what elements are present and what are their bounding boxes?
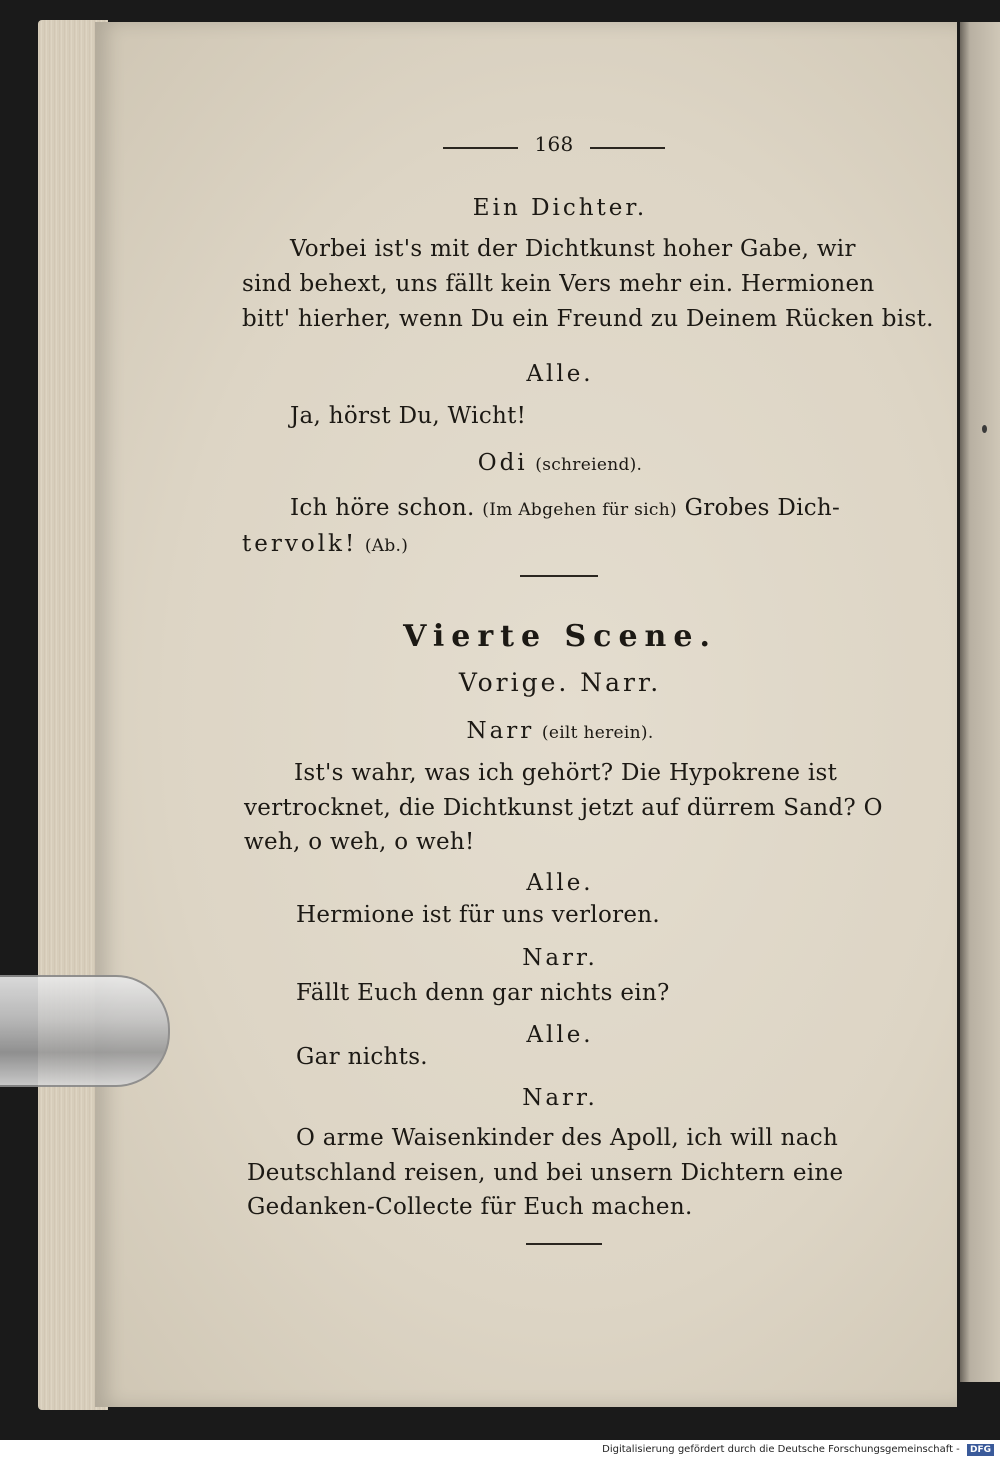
speaker-label: Alle. xyxy=(526,1022,594,1048)
digitization-footer xyxy=(0,1440,1000,1460)
scene-cast: Vorige. Narr. xyxy=(458,668,662,697)
text-line: bitt' hierher, wenn Du ein Freund zu Deinem Rücken bist. xyxy=(242,306,934,332)
page-number: 168 xyxy=(534,132,574,156)
text-span: Grobes Dich- xyxy=(684,495,841,521)
speaker-label: Alle. xyxy=(526,870,594,896)
section-divider xyxy=(520,575,598,577)
stage-direction: (eilt herein). xyxy=(541,723,654,743)
text-line: O arme Waisenkinder des Apoll, ich will nach xyxy=(296,1125,839,1151)
text-line: Hermione ist für uns verloren. xyxy=(296,902,661,928)
footer-credit: Digitalisierung gefördert durch die Deutsche Forschungsgemeinschaft - xyxy=(602,1444,960,1455)
stage-direction: (schreiend). xyxy=(535,455,643,475)
text-line: sind behext, uns fällt kein Vers mehr ein. Hermionen xyxy=(242,271,875,297)
stage-direction: (Im Abgehen für sich) xyxy=(482,500,677,520)
header-rule-right xyxy=(590,147,665,149)
text-span: Ich höre schon. xyxy=(290,495,475,521)
section-divider xyxy=(526,1243,602,1245)
text-line: Deutschland reisen, und bei unsern Dichtern eine xyxy=(247,1160,844,1186)
speaker-label xyxy=(240,452,880,475)
header-rule-left xyxy=(443,147,518,149)
text-line: Vorbei ist's mit der Dichtkunst hoher Gabe, wir xyxy=(290,236,856,262)
speaker-name: Narr xyxy=(466,718,535,744)
speaker-label: Narr. xyxy=(522,945,598,971)
text-span: tervolk! xyxy=(242,531,358,557)
speaker-name: Odi xyxy=(477,450,528,476)
speaker-label: Narr. xyxy=(522,1085,598,1111)
text-line xyxy=(290,497,840,520)
text-line: Ja, hörst Du, Wicht! xyxy=(290,403,527,429)
text-line: Ist's wahr, was ich gehört? Die Hypokrene ist xyxy=(294,760,838,786)
stage-direction: (Ab.) xyxy=(364,536,409,556)
scene-heading: Vierte Scene. xyxy=(403,619,717,654)
text-line: weh, o weh, o weh! xyxy=(244,829,475,855)
speaker-label xyxy=(240,720,880,743)
text-line: Gar nichts. xyxy=(296,1044,428,1070)
speaker-label: Ein Dichter. xyxy=(472,195,648,221)
text-line xyxy=(242,533,408,556)
gutter-mark xyxy=(982,425,987,433)
speaker-label: Alle. xyxy=(526,361,594,387)
page-holder-clip xyxy=(0,975,170,1087)
dfg-logo: DFG xyxy=(967,1444,994,1456)
facing-page-edge xyxy=(960,22,1000,1382)
text-line: Gedanken-Collecte für Euch machen. xyxy=(247,1194,693,1220)
text-line: vertrocknet, die Dichtkunst jetzt auf dürrem Sand? O xyxy=(244,795,883,821)
text-line: Fällt Euch denn gar nichts ein? xyxy=(296,980,670,1006)
